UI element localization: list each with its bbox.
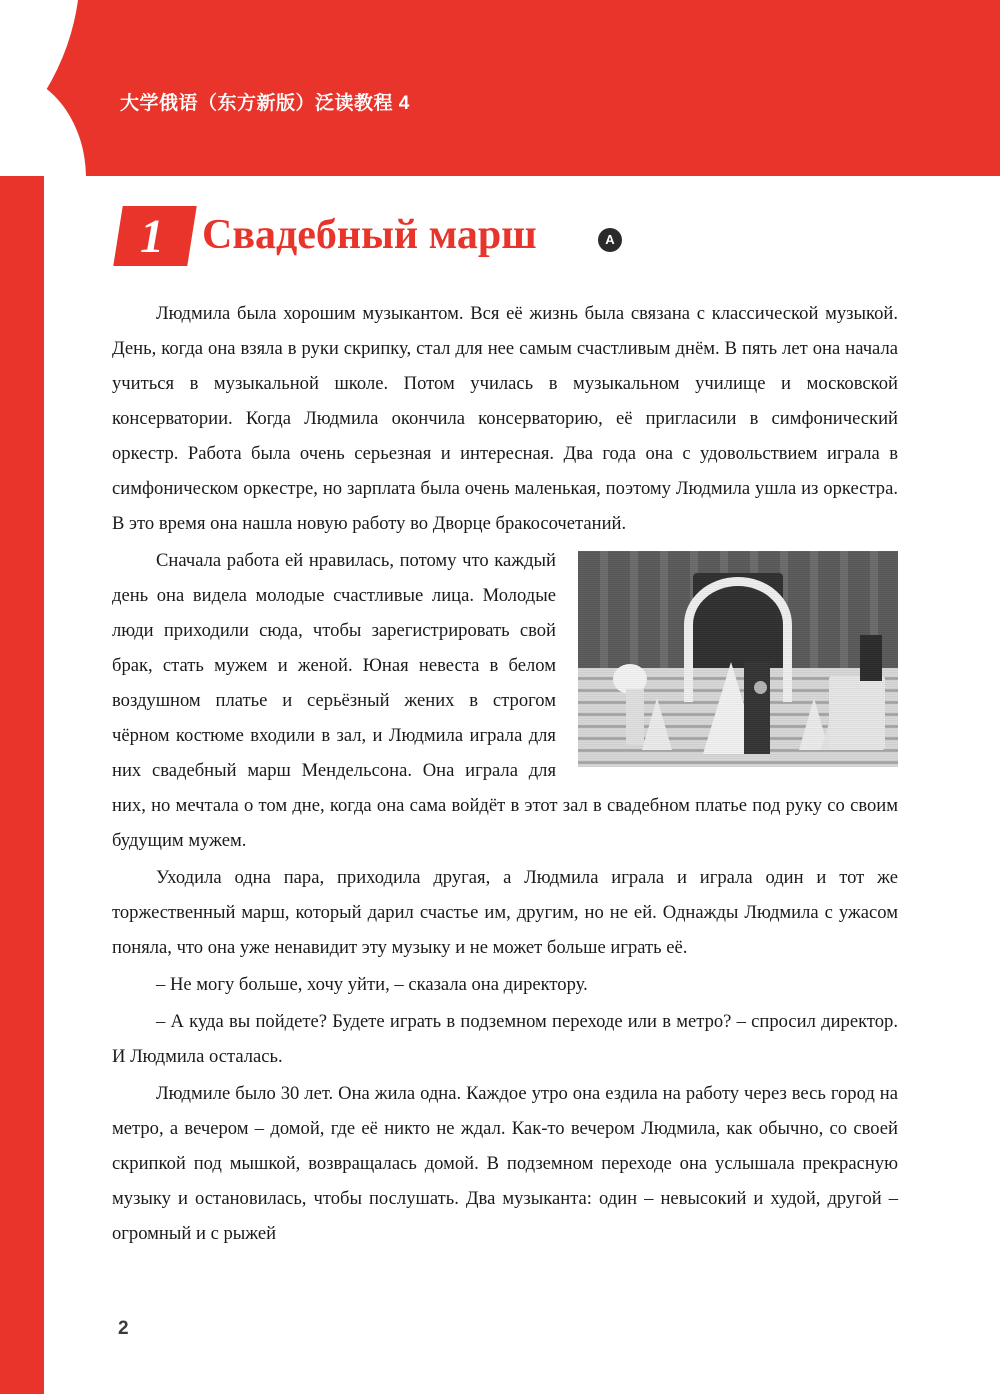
article-body	[112, 296, 898, 1253]
photo-registrar	[860, 635, 882, 681]
photo-guest-left	[642, 698, 672, 750]
paragraph: Людмиле было 30 лет. Она жила одна. Каждое утро она ездила на работу через весь город на метро, а вечером – домой, где её никто не ждал. Как-то вечером Людмила, как обычно, со своей скрипкой под мышкой, возвращалась домой. В подземном переходе она услышала прекрасную музыку и остановилась, чтобы послушать. Два музыканта: один – невысокий и худой, другой – огромный и с рыжей	[112, 1083, 898, 1244]
photo-groom-head	[754, 681, 767, 694]
chapter-number: 1	[140, 210, 164, 263]
chapter-title: Свадебный марш	[202, 212, 537, 258]
level-badge: A	[598, 228, 622, 252]
photo-registrar-table	[829, 676, 885, 750]
paragraph: Людмила была хорошим музыкантом. Вся её жизнь была связана с классической музыкой. День, когда она взяла в руки скрипку, стал для нее самым счастливым днём. В пять лет она начала учиться в музыкальной школе. Потом училась в музыкальном училище и московской консерватории. Когда Людмила окончила консерваторию, её пригласили в симфонический оркестр. Работа была очень серьезная и интересная. Два года она с удовольствием играла в симфоническом оркестре, но зарплата была очень маленькая, поэтому Людмила ушла из оркестра. В это время она нашла новую работу во Дворце бракосочетаний.	[112, 303, 898, 534]
paragraph: Уходила одна пара, приходила другая, а Людмила играла и играла один и тот же торжественный марш, который дарил счастье им, другим, но не ей. Однажды Людмила с ужасом поняла, что она уже ненавидит эту музыку и не может больше играть её.	[112, 867, 898, 958]
left-red-strip	[0, 176, 44, 1394]
dialogue-line: – Не могу больше, хочу уйти, – сказала она директору.	[156, 974, 588, 995]
page-number: 2	[118, 1318, 129, 1339]
paragraph: Сначала работа ей нравилась, потому что каждый день она видела молодые счастливые лица. Молодые люди приходили сюда, чтобы зарегистрировать свой брак, стать мужем и женой. Юная невеста в белом воздушном платье и серьёзный жених в строгом чёрном костюме входили в зал, и Людмила играла для них свадебный марш Мендельсона. Она играла для них, но мечтала о том дне, когда она сама войдёт в этот зал в свадебном платье под руку со своим будущим мужем.	[112, 550, 898, 851]
chapter-heading	[118, 206, 898, 268]
wedding-ceremony-photo	[578, 551, 898, 767]
photo-groom	[744, 662, 770, 754]
header-curve-decoration-secondary	[0, 72, 86, 176]
running-title: 大学俄语（东方新版）泛读教程 4	[120, 93, 410, 114]
dialogue-line: – А куда вы пойдете? Будете играть в подземном переходе или в метро? – спросил директор. И Людмила осталась.	[112, 1011, 898, 1067]
